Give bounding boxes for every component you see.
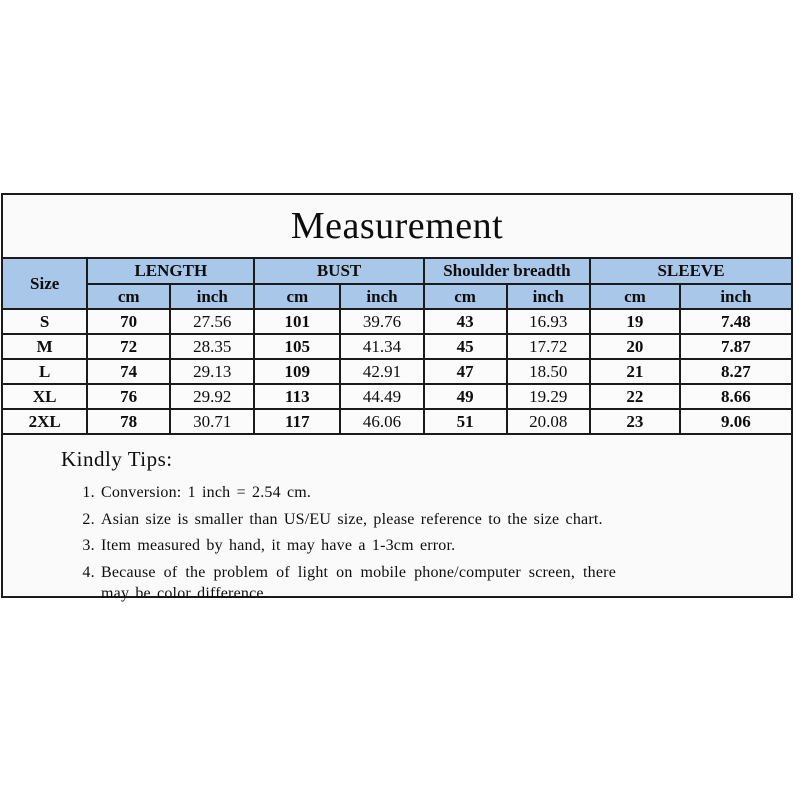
table-cell: 22 bbox=[590, 384, 680, 409]
table-cell: 7.87 bbox=[680, 334, 791, 359]
table-cell: 105 bbox=[254, 334, 340, 359]
measurement-panel bbox=[1, 193, 793, 603]
size-label: 2XL bbox=[3, 409, 87, 434]
tips-heading: Kindly Tips: bbox=[61, 447, 173, 471]
tip-item-4: 4. Because of the problem of light on mobile phone/computer screen, there may be color difference. bbox=[101, 562, 616, 605]
table-cell: 47 bbox=[424, 359, 507, 384]
col-group-sleeve: SLEEVE bbox=[590, 258, 791, 284]
unit-header-sleeve-cm: cm bbox=[590, 284, 680, 309]
table-cell: 9.06 bbox=[680, 409, 791, 434]
unit-header-shoulder-inch: inch bbox=[507, 284, 591, 309]
size-label: M bbox=[3, 334, 87, 359]
table-cell: 78 bbox=[87, 409, 170, 434]
table-row-2xl bbox=[3, 409, 791, 434]
table-cell: 8.66 bbox=[680, 384, 791, 409]
unit-header-sleeve-inch: inch bbox=[680, 284, 791, 309]
table-cell: 109 bbox=[254, 359, 340, 384]
table-cell: 30.71 bbox=[170, 409, 254, 434]
table-cell: 46.06 bbox=[340, 409, 424, 434]
table-cell: 17.72 bbox=[507, 334, 591, 359]
table-cell: 8.27 bbox=[680, 359, 791, 384]
unit-header-bust-inch: inch bbox=[340, 284, 424, 309]
table-cell: 27.56 bbox=[170, 309, 254, 334]
unit-header-shoulder-cm: cm bbox=[424, 284, 507, 309]
table-row-m bbox=[3, 334, 791, 359]
tip-item-3: 3. Item measured by hand, it may have a 1-3cm error. bbox=[101, 535, 616, 557]
table-cell: 29.92 bbox=[170, 384, 254, 409]
size-table bbox=[3, 257, 791, 435]
table-row-s bbox=[3, 309, 791, 334]
table-cell: 42.91 bbox=[340, 359, 424, 384]
kindly-tips-section bbox=[3, 435, 791, 605]
table-cell: 19 bbox=[590, 309, 680, 334]
size-label: L bbox=[3, 359, 87, 384]
table-row-l bbox=[3, 359, 791, 384]
table-cell: 74 bbox=[87, 359, 170, 384]
tips-list bbox=[61, 482, 616, 605]
table-cell: 16.93 bbox=[507, 309, 591, 334]
col-group-bust: BUST bbox=[254, 258, 423, 284]
table-cell: 43 bbox=[424, 309, 507, 334]
table-cell: 101 bbox=[254, 309, 340, 334]
table-cell: 7.48 bbox=[680, 309, 791, 334]
col-group-length: LENGTH bbox=[87, 258, 254, 284]
table-cell: 39.76 bbox=[340, 309, 424, 334]
unit-header-bust-cm: cm bbox=[254, 284, 340, 309]
col-header-size: Size bbox=[3, 258, 87, 309]
table-header-groups bbox=[3, 258, 791, 284]
size-label: XL bbox=[3, 384, 87, 409]
table-cell: 19.29 bbox=[507, 384, 591, 409]
col-group-shoulder-breadth: Shoulder breadth bbox=[424, 258, 590, 284]
table-cell: 72 bbox=[87, 334, 170, 359]
table-cell: 117 bbox=[254, 409, 340, 434]
table-cell: 51 bbox=[424, 409, 507, 434]
table-cell: 20 bbox=[590, 334, 680, 359]
table-row-xl bbox=[3, 384, 791, 409]
measurement-title: Measurement bbox=[290, 205, 504, 247]
table-cell: 45 bbox=[424, 334, 507, 359]
tip-item-2: 2. Asian size is smaller than US/EU size, please reference to the size chart. bbox=[101, 509, 616, 531]
table-cell: 21 bbox=[590, 359, 680, 384]
table-header-units bbox=[3, 284, 791, 309]
table-cell: 18.50 bbox=[507, 359, 591, 384]
table-cell: 76 bbox=[87, 384, 170, 409]
table-cell: 70 bbox=[87, 309, 170, 334]
tip-item-1: 1. Conversion: 1 inch = 2.54 cm. bbox=[101, 482, 616, 504]
size-label: S bbox=[3, 309, 87, 334]
table-cell: 41.34 bbox=[340, 334, 424, 359]
table-cell: 28.35 bbox=[170, 334, 254, 359]
unit-header-length-cm: cm bbox=[87, 284, 170, 309]
unit-header-length-inch: inch bbox=[170, 284, 254, 309]
table-cell: 44.49 bbox=[340, 384, 424, 409]
table-cell: 29.13 bbox=[170, 359, 254, 384]
table-cell: 49 bbox=[424, 384, 507, 409]
table-cell: 20.08 bbox=[507, 409, 591, 434]
table-cell: 113 bbox=[254, 384, 340, 409]
table-cell: 23 bbox=[590, 409, 680, 434]
